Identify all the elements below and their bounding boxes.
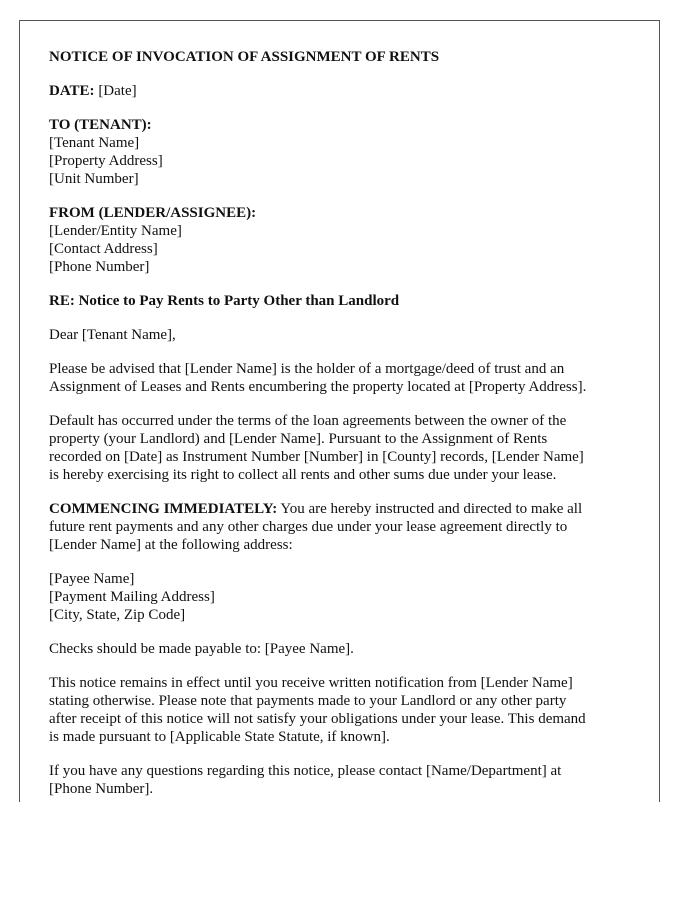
to-block [49,116,639,188]
paragraph-line: If you have any questions regarding this notice, please contact [Name/Department] at [49,763,562,779]
date-value: [Date] [94,83,137,99]
document-content [49,48,639,802]
paragraph-line: This notice remains in effect until you receive written notification from [Lender Name] [49,675,573,691]
salutation-block [49,326,639,344]
phone-number: [Phone Number] [49,259,150,275]
date-label: DATE: [49,83,95,99]
unit-number: [Unit Number] [49,171,139,187]
to-label: TO (TENANT): [49,117,152,133]
re-line: RE: Notice to Pay Rents to Party Other than Landlord [49,293,400,309]
paragraph-line: You are hereby instructed and directed to make all [277,501,583,517]
paragraph-line: after receipt of this notice will not satisfy your obligations under your lease. This demand [49,711,586,727]
property-address: [Property Address] [49,153,163,169]
notice-title: NOTICE OF INVOCATION OF ASSIGNMENT OF RENTS [49,49,440,65]
paragraph-line: future rent payments and any other charges due under your lease agreement directly to [49,519,568,535]
payee-block [49,570,639,624]
checks-block [49,640,639,658]
lender-entity-name: [Lender/Entity Name] [49,223,182,239]
paragraph-line: Assignment of Leases and Rents encumbering the property located at [Property Address]. [49,379,587,395]
paragraph-5 [49,762,639,798]
date-block [49,82,639,100]
document-page [19,20,660,802]
paragraph-line: is made pursuant to [Applicable State Statute, if known]. [49,729,390,745]
re-block [49,292,639,310]
paragraph-3 [49,500,639,554]
paragraph-1 [49,360,639,396]
from-block [49,204,639,276]
from-label: FROM (LENDER/ASSIGNEE): [49,205,257,221]
paragraph-line: is hereby exercising its right to collect all rents and other sums due under your lease. [49,467,557,483]
paragraph-line: property (your Landlord) and [Lender Name]. Pursuant to the Assignment of Rents [49,431,548,447]
commencing-immediately-label: COMMENCING IMMEDIATELY: [49,501,278,517]
paragraph-2 [49,412,639,484]
paragraph-line: [Lender Name] at the following address: [49,537,293,553]
payee-name: [Payee Name] [49,571,135,587]
paragraph-line: recorded on [Date] as Instrument Number [Number] in [County] records, [Lender Name] [49,449,584,465]
salutation: Dear [Tenant Name], [49,327,176,343]
paragraph-line: Default has occurred under the terms of the loan agreements between the owner of the [49,413,567,429]
paragraph-line: Please be advised that [Lender Name] is the holder of a mortgage/deed of trust and an [49,361,565,377]
paragraph-4 [49,674,639,746]
notice-title-block [49,48,639,66]
contact-address: [Contact Address] [49,241,158,257]
city-state-zip: [City, State, Zip Code] [49,607,186,623]
payment-mailing-address: [Payment Mailing Address] [49,589,215,605]
tenant-name: [Tenant Name] [49,135,140,151]
paragraph-line: [Phone Number]. [49,781,154,797]
paragraph-line: stating otherwise. Please note that payments made to your Landlord or any other party [49,693,567,709]
checks-line: Checks should be made payable to: [Payee Name]. [49,641,354,657]
